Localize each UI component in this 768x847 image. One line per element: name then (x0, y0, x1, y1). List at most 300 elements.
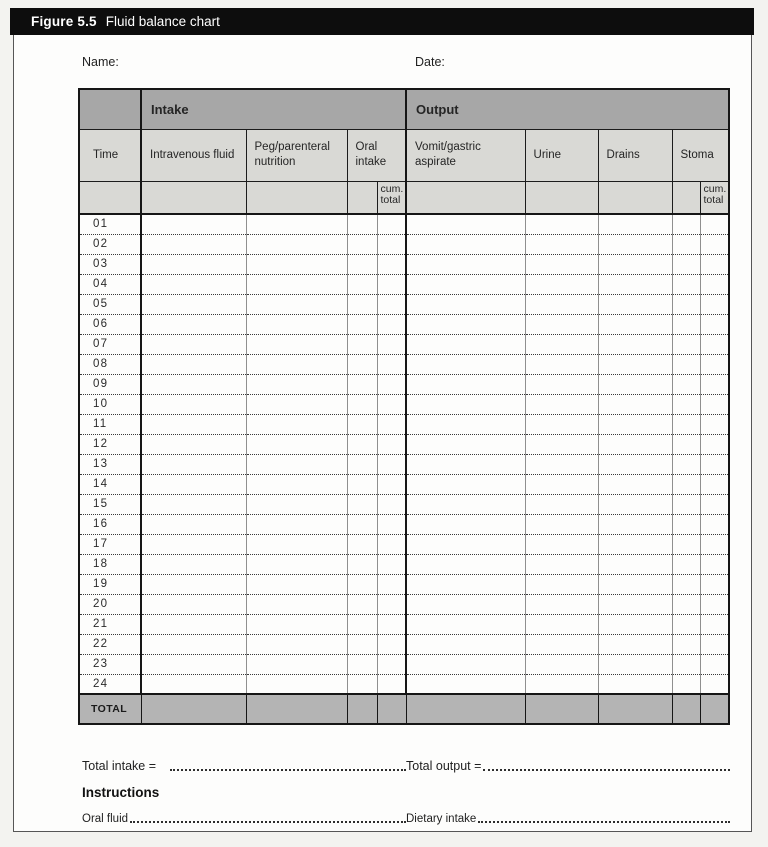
vomit-gastric-aspirate-cell (406, 394, 525, 414)
intravenous-fluid-cell (141, 614, 246, 634)
urine-cell (525, 674, 598, 694)
oral-intake-cum-total-cell (377, 614, 406, 634)
peg-parenteral-nutrition-cell (246, 394, 347, 414)
vomit-gastric-aspirate-cell (406, 674, 525, 694)
urine-cell (525, 234, 598, 254)
table-row (79, 414, 729, 434)
total-output-label: Total output = (406, 759, 482, 773)
urine-cell (525, 314, 598, 334)
intravenous-fluid-cell (141, 554, 246, 574)
stoma-cum-total-cell (700, 374, 729, 394)
total-peg-cell (246, 694, 347, 724)
intravenous-fluid-cell (141, 634, 246, 654)
oral-intake-cell (347, 494, 377, 514)
drains-cell (598, 414, 672, 434)
stoma-cell (672, 314, 700, 334)
drains-cell (598, 394, 672, 414)
vomit-gastric-aspirate-cell (406, 254, 525, 274)
time-cell: 14 (79, 474, 141, 494)
peg-parenteral-nutrition-cell (246, 514, 347, 534)
table-row (79, 614, 729, 634)
vomit-gastric-aspirate-cell (406, 534, 525, 554)
peg-parenteral-nutrition-cell (246, 214, 347, 234)
stoma-cell (672, 574, 700, 594)
intravenous-fluid-cell (141, 474, 246, 494)
urine-cell (525, 534, 598, 554)
stoma-cell (672, 554, 700, 574)
urine-cell (525, 494, 598, 514)
oral-intake-cum-total-cell (377, 274, 406, 294)
oral-intake-cell (347, 674, 377, 694)
table-row (79, 274, 729, 294)
dietary-intake-field (406, 813, 730, 825)
stoma-cum-total-cell (700, 314, 729, 334)
time-cell: 05 (79, 294, 141, 314)
total-intake-field (82, 759, 406, 773)
urine-cell (525, 594, 598, 614)
oral-intake-cell (347, 374, 377, 394)
urine-column-header: Urine (525, 129, 598, 181)
urine-cell (525, 514, 598, 534)
table-row (79, 214, 729, 234)
oral-intake-cum-total-cell (377, 374, 406, 394)
oral-intake-cum-total-cell (377, 494, 406, 514)
time-rows-body (79, 214, 729, 694)
oral-intake-cell (347, 254, 377, 274)
total-intake-label: Total intake = (82, 759, 157, 773)
total-oral-cell (347, 694, 377, 724)
oral-intake-cum-total-cell (377, 534, 406, 554)
total-row (79, 694, 729, 724)
oral-intake-cum-total-cell (377, 594, 406, 614)
stoma-cum-total-cell (700, 634, 729, 654)
oral-fluid-label: Oral fluid (82, 813, 129, 825)
table-row (79, 474, 729, 494)
intravenous-fluid-cell (141, 314, 246, 334)
time-column-header: Time (79, 129, 141, 181)
vomit-gastric-aspirate-column-header: Vomit/gastric aspirate (406, 129, 525, 181)
oral-intake-cell (347, 554, 377, 574)
urine-cell (525, 614, 598, 634)
oral-intake-cum-total-cell (377, 354, 406, 374)
urine-cell (525, 394, 598, 414)
oral-intake-cell (347, 414, 377, 434)
stoma-cum-total-cell (700, 574, 729, 594)
intravenous-fluid-cell (141, 454, 246, 474)
stoma-cum-total-cell (700, 654, 729, 674)
stoma-cell (672, 414, 700, 434)
urine-cell (525, 374, 598, 394)
oral-intake-cum-total-cell (377, 414, 406, 434)
stoma-cell (672, 434, 700, 454)
oral-intake-cum-total-cell (377, 514, 406, 534)
corner-cell (79, 89, 141, 129)
time-cell: 06 (79, 314, 141, 334)
oral-intake-cum-total-cell (377, 434, 406, 454)
total-oral-cum-cell (377, 694, 406, 724)
table-row (79, 454, 729, 474)
oral-intake-cum-total-cell (377, 634, 406, 654)
drains-cell (598, 674, 672, 694)
time-cell: 21 (79, 614, 141, 634)
vomit-gastric-aspirate-cell (406, 314, 525, 334)
oral-intake-cum-total-cell (377, 294, 406, 314)
stoma-cum-total-cell (700, 674, 729, 694)
peg-parenteral-nutrition-cell (246, 674, 347, 694)
dotted-leader (170, 769, 406, 771)
oral-intake-cell (347, 394, 377, 414)
oral-intake-cell (347, 574, 377, 594)
drains-cell (598, 454, 672, 474)
time-cell: 19 (79, 574, 141, 594)
urine-cell (525, 554, 598, 574)
table-row (79, 354, 729, 374)
stoma-column-header: Stoma (672, 129, 729, 181)
peg-parenteral-nutrition-cell (246, 274, 347, 294)
intravenous-fluid-cell (141, 674, 246, 694)
fluid-balance-table (78, 88, 730, 725)
stoma-cum-total-cell (700, 274, 729, 294)
stoma-cum-total-cell (700, 354, 729, 374)
time-cell: 11 (79, 414, 141, 434)
time-cell: 09 (79, 374, 141, 394)
time-cell: 04 (79, 274, 141, 294)
peg-parenteral-nutrition-cell (246, 594, 347, 614)
stoma-cell (672, 214, 700, 234)
oral-intake-cum-total-cell (377, 574, 406, 594)
drains-cell (598, 434, 672, 454)
time-cell: 15 (79, 494, 141, 514)
table-row (79, 394, 729, 414)
drains-cell (598, 494, 672, 514)
totals-line (82, 759, 730, 773)
vomit-gastric-aspirate-cell (406, 614, 525, 634)
blank-cell (347, 181, 377, 214)
table-row (79, 594, 729, 614)
oral-intake-cum-total-cell (377, 394, 406, 414)
peg-parenteral-nutrition-cell (246, 314, 347, 334)
intravenous-fluid-cell (141, 434, 246, 454)
drains-cell (598, 314, 672, 334)
drains-cell (598, 214, 672, 234)
peg-parenteral-nutrition-cell (246, 494, 347, 514)
urine-cell (525, 634, 598, 654)
drains-cell (598, 294, 672, 314)
time-cell: 12 (79, 434, 141, 454)
urine-cell (525, 254, 598, 274)
table-row (79, 534, 729, 554)
stoma-cum-total-cell (700, 494, 729, 514)
peg-parenteral-nutrition-cell (246, 634, 347, 654)
stoma-cell (672, 454, 700, 474)
intravenous-fluid-cell (141, 534, 246, 554)
stoma-cum-total-cell (700, 414, 729, 434)
intravenous-fluid-cell (141, 394, 246, 414)
vomit-gastric-aspirate-cell (406, 574, 525, 594)
total-label-cell: TOTAL (79, 694, 141, 724)
peg-parenteral-nutrition-cell (246, 434, 347, 454)
figure-title: Fluid balance chart (105, 14, 220, 29)
group-header-row (79, 89, 729, 129)
time-cell: 13 (79, 454, 141, 474)
peg-parenteral-nutrition-cell (246, 294, 347, 314)
vomit-gastric-aspirate-cell (406, 434, 525, 454)
total-intravenous-cell (141, 694, 246, 724)
stoma-cell (672, 634, 700, 654)
urine-cell (525, 474, 598, 494)
time-cell: 10 (79, 394, 141, 414)
urine-cell (525, 654, 598, 674)
drains-cell (598, 554, 672, 574)
stoma-cell (672, 354, 700, 374)
urine-cell (525, 574, 598, 594)
urine-cell (525, 294, 598, 314)
time-cell: 02 (79, 234, 141, 254)
peg-parenteral-nutrition-column-header: Peg/parenteral nutrition (246, 129, 347, 181)
vomit-gastric-aspirate-cell (406, 274, 525, 294)
stoma-cell (672, 494, 700, 514)
intravenous-fluid-cell (141, 574, 246, 594)
table-row (79, 634, 729, 654)
intravenous-fluid-cell (141, 294, 246, 314)
vomit-gastric-aspirate-cell (406, 514, 525, 534)
oral-intake-cum-total-cell (377, 234, 406, 254)
peg-parenteral-nutrition-cell (246, 334, 347, 354)
oral-intake-cell (347, 594, 377, 614)
stoma-cum-total-cell (700, 434, 729, 454)
stoma-cum-total-cell (700, 334, 729, 354)
dotted-leader (130, 821, 406, 823)
oral-intake-cell (347, 534, 377, 554)
stoma-cum-total-cell (700, 514, 729, 534)
drains-cell (598, 274, 672, 294)
peg-parenteral-nutrition-cell (246, 254, 347, 274)
oral-intake-cum-total-cell (377, 334, 406, 354)
oral-intake-cell (347, 234, 377, 254)
intravenous-fluid-cell (141, 254, 246, 274)
stoma-cum-total-cell (700, 294, 729, 314)
instructions-line (82, 813, 730, 825)
stoma-cum-total-cell (700, 594, 729, 614)
stoma-cell (672, 234, 700, 254)
name-field-label: Name: (82, 55, 119, 69)
peg-parenteral-nutrition-cell (246, 374, 347, 394)
vomit-gastric-aspirate-cell (406, 354, 525, 374)
vomit-gastric-aspirate-cell (406, 414, 525, 434)
stoma-cell (672, 394, 700, 414)
table-row (79, 334, 729, 354)
instructions-heading: Instructions (82, 785, 160, 800)
drains-cell (598, 634, 672, 654)
peg-parenteral-nutrition-cell (246, 554, 347, 574)
vomit-gastric-aspirate-cell (406, 494, 525, 514)
oral-intake-cell (347, 454, 377, 474)
peg-parenteral-nutrition-cell (246, 574, 347, 594)
dotted-leader (483, 769, 730, 771)
vomit-gastric-aspirate-cell (406, 334, 525, 354)
intravenous-fluid-cell (141, 214, 246, 234)
time-cell: 18 (79, 554, 141, 574)
time-cell: 24 (79, 674, 141, 694)
vomit-gastric-aspirate-cell (406, 234, 525, 254)
table-row (79, 574, 729, 594)
stoma-cum-total-cell (700, 534, 729, 554)
vomit-gastric-aspirate-cell (406, 594, 525, 614)
oral-intake-cell (347, 654, 377, 674)
time-cell: 08 (79, 354, 141, 374)
stoma-cum-total-cell (700, 454, 729, 474)
time-cell: 17 (79, 534, 141, 554)
drains-cell (598, 534, 672, 554)
drains-cell (598, 354, 672, 374)
peg-parenteral-nutrition-cell (246, 534, 347, 554)
drains-cell (598, 334, 672, 354)
stoma-cell (672, 334, 700, 354)
table-row (79, 294, 729, 314)
oral-intake-cell (347, 474, 377, 494)
urine-cell (525, 274, 598, 294)
oral-intake-cum-total-cell (377, 554, 406, 574)
table-row (79, 494, 729, 514)
output-group-header: Output (406, 89, 729, 129)
drains-cell (598, 374, 672, 394)
stoma-cum-total-header: cum. total (700, 181, 729, 214)
table-row (79, 654, 729, 674)
drains-cell (598, 254, 672, 274)
date-field-label: Date: (415, 55, 445, 69)
oral-cum-total-header: cum. total (377, 181, 406, 214)
stoma-cum-total-cell (700, 254, 729, 274)
figure-title-bar (10, 8, 754, 35)
time-cell: 22 (79, 634, 141, 654)
stoma-cum-total-cell (700, 614, 729, 634)
column-header-row (79, 129, 729, 181)
stoma-cum-total-cell (700, 234, 729, 254)
oral-intake-cell (347, 274, 377, 294)
blank-cell (246, 181, 347, 214)
peg-parenteral-nutrition-cell (246, 414, 347, 434)
stoma-cell (672, 594, 700, 614)
intravenous-fluid-cell (141, 234, 246, 254)
time-cell: 20 (79, 594, 141, 614)
table-row (79, 374, 729, 394)
oral-fluid-field (82, 813, 406, 825)
table-row (79, 554, 729, 574)
oral-intake-cell (347, 434, 377, 454)
stoma-cum-total-cell (700, 394, 729, 414)
oral-intake-cell (347, 334, 377, 354)
stoma-cum-total-cell (700, 474, 729, 494)
stoma-cum-total-cell (700, 214, 729, 234)
time-cell: 23 (79, 654, 141, 674)
vomit-gastric-aspirate-cell (406, 474, 525, 494)
vomit-gastric-aspirate-cell (406, 634, 525, 654)
stoma-cell (672, 294, 700, 314)
peg-parenteral-nutrition-cell (246, 454, 347, 474)
peg-parenteral-nutrition-cell (246, 614, 347, 634)
stoma-cell (672, 254, 700, 274)
oral-intake-cum-total-cell (377, 214, 406, 234)
oral-intake-cum-total-cell (377, 314, 406, 334)
stoma-cell (672, 274, 700, 294)
table-row (79, 514, 729, 534)
table-row (79, 234, 729, 254)
intravenous-fluid-cell (141, 374, 246, 394)
peg-parenteral-nutrition-cell (246, 354, 347, 374)
oral-intake-cell (347, 214, 377, 234)
vomit-gastric-aspirate-cell (406, 454, 525, 474)
stoma-cum-total-cell (700, 554, 729, 574)
oral-intake-cum-total-cell (377, 474, 406, 494)
drains-cell (598, 234, 672, 254)
stoma-cell (672, 514, 700, 534)
time-cell: 01 (79, 214, 141, 234)
oral-intake-cum-total-cell (377, 654, 406, 674)
urine-cell (525, 454, 598, 474)
table-row (79, 674, 729, 694)
urine-cell (525, 334, 598, 354)
stoma-cell (672, 474, 700, 494)
intake-group-header: Intake (141, 89, 406, 129)
total-stoma-cum-cell (700, 694, 729, 724)
urine-cell (525, 354, 598, 374)
total-urine-cell (525, 694, 598, 724)
vomit-gastric-aspirate-cell (406, 294, 525, 314)
dietary-intake-label: Dietary intake (406, 813, 477, 825)
sheet (13, 8, 752, 832)
blank-cell (598, 181, 672, 214)
intravenous-fluid-cell (141, 354, 246, 374)
peg-parenteral-nutrition-cell (246, 234, 347, 254)
stoma-cell (672, 614, 700, 634)
dotted-leader (478, 821, 730, 823)
intravenous-fluid-cell (141, 514, 246, 534)
stoma-cell (672, 674, 700, 694)
oral-intake-cell (347, 314, 377, 334)
table-row (79, 254, 729, 274)
oral-intake-cell (347, 514, 377, 534)
urine-cell (525, 434, 598, 454)
table-row (79, 434, 729, 454)
drains-cell (598, 614, 672, 634)
blank-cell (672, 181, 700, 214)
oral-intake-cell (347, 354, 377, 374)
intravenous-fluid-cell (141, 594, 246, 614)
blank-cell (141, 181, 246, 214)
time-cell: 16 (79, 514, 141, 534)
oral-intake-cell (347, 634, 377, 654)
stoma-cell (672, 374, 700, 394)
oral-intake-cell (347, 294, 377, 314)
time-cell: 03 (79, 254, 141, 274)
intravenous-fluid-cell (141, 274, 246, 294)
urine-cell (525, 414, 598, 434)
blank-cell (406, 181, 525, 214)
vomit-gastric-aspirate-cell (406, 374, 525, 394)
figure-label: Figure 5.5 (31, 14, 97, 29)
intravenous-fluid-cell (141, 494, 246, 514)
vomit-gastric-aspirate-cell (406, 554, 525, 574)
drains-cell (598, 654, 672, 674)
oral-intake-cum-total-cell (377, 454, 406, 474)
stoma-cell (672, 654, 700, 674)
oral-intake-cell (347, 614, 377, 634)
intravenous-fluid-cell (141, 414, 246, 434)
total-stoma-cell (672, 694, 700, 724)
drains-cell (598, 594, 672, 614)
blank-cell (79, 181, 141, 214)
blank-cell (525, 181, 598, 214)
